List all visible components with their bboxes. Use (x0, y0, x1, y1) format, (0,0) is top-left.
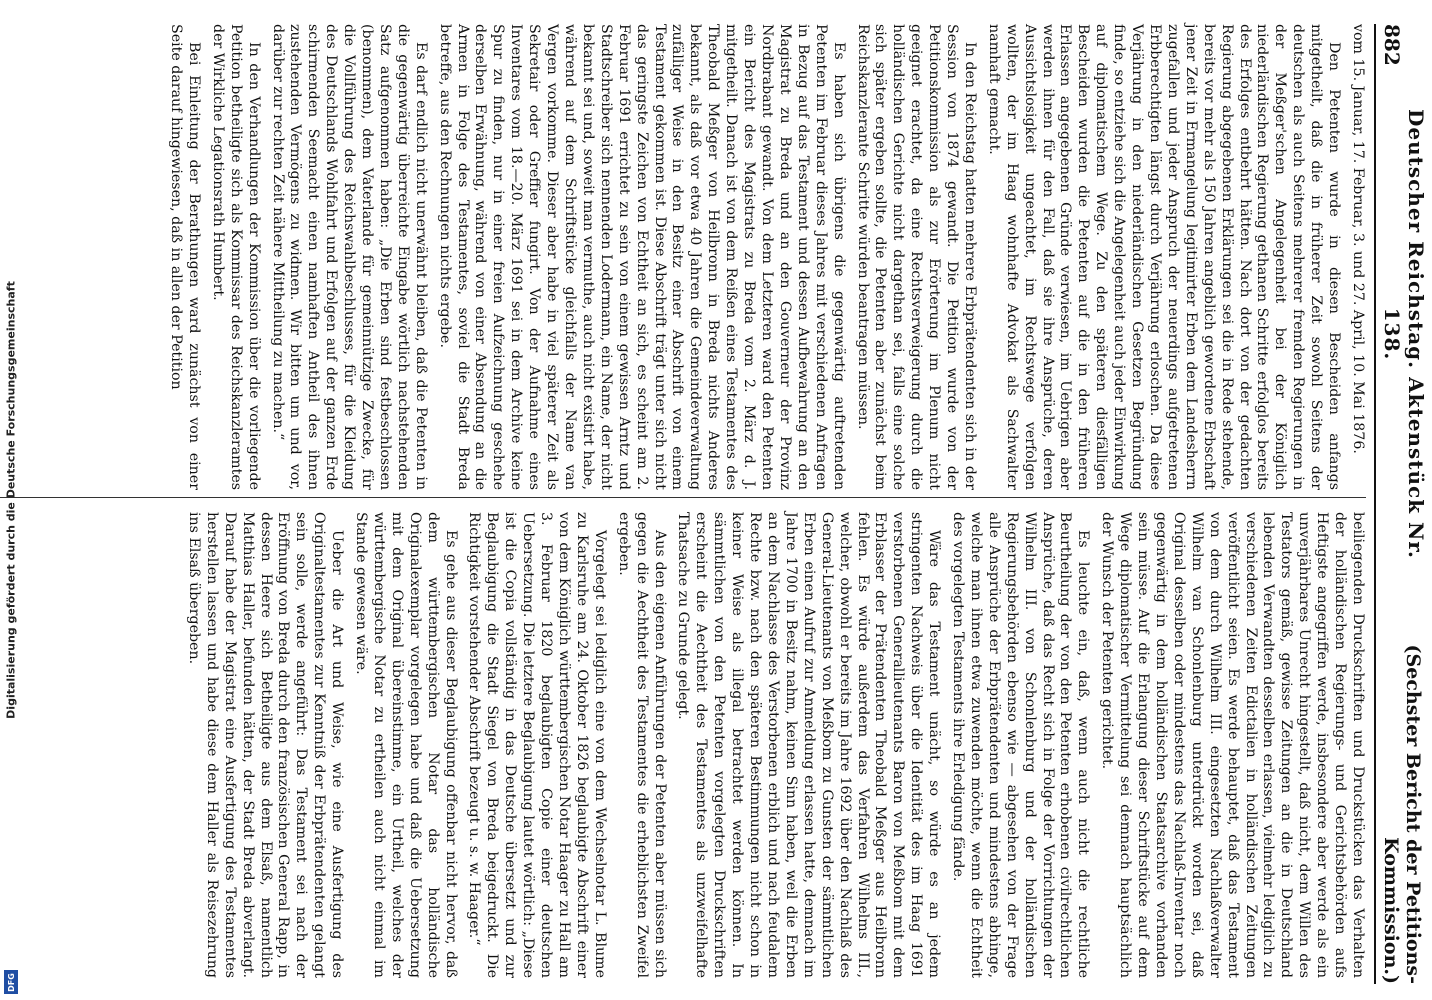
page-number: 882 (1380, 24, 1404, 66)
paragraph: Aus den eigenen Anführungen der Petenten aber müssen sich gegen die Aechtheit des Testamentes die erheblichsten Zweifel ergeben. (615, 512, 668, 978)
paragraph: Den Petenten wurde in diesen Bescheiden anfangs mitgetheilt, daß die in früherer Zeit sowohl Seitens der deutschen als auch Seitens mehrerer fremden Regierungen in der Meßger'schen Angelegenheit bei der Königlich niederländischen Regierung gethanen Schritte erfolglos bereits des Erfolges entbehrt hätten. Nach dort von der gedachten Regierung abgegebenen Erklärungen sei die in Rede stehende, bereits vor mehr als 150 Jahren angeblich gewordene Erbschaft jener Zeit in Ermangelung legitimirter Erben dem Landesherrn zugefallen und jeder Anspruch der neuerdings aufgetretenen Erbberechtigten längst durch Verjährung erloschen. Da diese Verjährung in den niederländischen Gesetzen Begründung finde, so entziehe sich die Angelegenheit auch jeder Einwirkung auf diplomatischem Wege. Zu den späteren diesfälligen Bescheiden wurden die Petenten auf die in den früheren Erlassen angegebenen Gründe verwiesen, im Uebrigen aber werden ihnen für den Fall, daß sie ihre Ansprüche, deren Aussichtslosigkeit ungeachtet, im Rechtswege verfolgen wollten, der im Haag wohnhafte Advokat als Sachwalter namhaft gemacht. (985, 24, 1343, 490)
paragraph: Es gehe aus dieser Beglaubigung offenbar nicht hervor, daß dem württembergischen Notar das holländische Originalexemplar vorgelegen habe und daß die Uebersetzung mit dem Original übereinstimme, ein Urtheil, welches der württembergische Notar zu ertheilen auch nicht einmal im Stande gewesen wäre. (353, 512, 459, 978)
paragraph: Es darf endlich nicht unerwähnt bleiben, daß die Petenten in die gegenwärtig überreichte Eingabe wörtlich nachstehenden Satz aufgenommen haben: „Die Erben sind festbeschlossen (benommen), dem Vaterlande für gemeinnützige Zwecke, für die Vollführung des Reichswahlbeschlusses, für die Kleidung des Deutschlands Wohlfahrt und Erfolgen auf der ganzen Erde schirmenden Seemacht einen namhaften Antheil des ihnen zustehenden Vermögens zu widmen. Wir bitten um und vor, darüber zur rechten Zeit nähere Mittheilung zu machen.“ (269, 24, 429, 490)
paragraph: Es leuchte ein, daß, wenn auch nicht die rechtliche Beurtheilung der von den Petenten erhobenen civilrechtlichen Ansprüche, daß das Recht sich in Folge der Vorrichtungen der Wilhelm III. von Schonlenburg und der holländischen Regierungsbehörden ebenso wie — abgesehen von der Frage alle Ansprüche der Erbprätendenten und mindestens abhinge, welche man ihnen etwa zuwenden möchte, wenn die Echtheit des vorgelegten Testaments ihre Erledigung fände. (950, 512, 1092, 978)
dfg-logo-icon (4, 970, 18, 994)
column-divider (0, 497, 1366, 498)
paragraph: beiliegenden Druckschriften und Druckstücken das Verhalten der holländischen Regierungs- und Gerichtsbehörden aufs Heftigste angegriffen werde, insbesondere aber werde als ein unverjährbares Unrecht hingestellt, daß nicht, dem Willen des Testators gemäß, gewisse Zeitungen an die in Deutschland lebenden Verwandten desselben erlassen, vielmehr lediglich zu verschiedenen Zeiten Edictalien in holländischen Zeitungen veröffentlicht seien. Es werde behauptet, daß das Testament von dem durch Wilhelm III. eingesetzten Nachlaßverwalter Wilhelm van Schonlenburg unterdrückt worden sei, daß Original desselben oder mindestens das Nachlaß-Inventar noch gegenwärtig in dem holländischen Staatsarchive vorhanden sein müsse. Auf die Erlangung dieser Schriftstücke auf dem Wege diplomatischer Vermittelung sei demnach hauptsächlich der Wunsch der Petenten gerichtet. (1099, 512, 1366, 978)
page-header (1374, 24, 1428, 984)
paragraph: In den Verhandlungen der Kommission über die vorliegende Petition betheiligte sich als Kommissar des Reichskanzleramtes der Wirkliche Legationsrath Humbert. (209, 24, 262, 490)
paragraph: Es haben sich übrigens die gegenwärtig auftretenden Petenten im Februar dieses Jahres mit verschiedenen Anfragen in Bezug auf das Testament und dessen Aufbewahrung an den Magistrat zu Breda und an den Gouverneur der Provinz Nordbrabant gewandt. Von dem Letzteren ward den Petenten ein Bericht des Magistrats zu Breda vom 2. März d. J. mitgetheilt. Danach ist von dem Reißen eines Testamentes des Theobald Meßger von Heilbronn in Breda nichts Anderes bekannt, als daß vor etwa 40 Jahren die Gemeindeverwaltung zufälliger Weise in den Besitz einer Abschrift von einem Testament gekommen ist. Diese Abschrift trägt unter sich nicht das geringste Zeichen von Echtheit an sich, es scheint am 2. Februar 1691 errichtet zu sein von einem gewissen Arntz und Stadtschreiber sich nennenden Lodermann, ein Name, der nicht bekannt sei und, soweit man vermuthe, auch nicht existirt habe, während auf dem Schriftstücke gleichfalls der Name van Vergen vorkomme. Dieser aber habe in viel späterer Zeit als Sekretair oder Greffier fungirt. Von der Aufnahme eines Inventares vom 18.—20. März 1691 sei in dem Archive keine Spur zu finden, nur in einer freien Aufzeichnung geschehe derselben Erwähnung, während von einer Absendung an die Armen in Folge des Testamentes, soviel die Stadt Breda betreffe, aus den Rechnungen nichts ergebe. (436, 24, 847, 490)
running-title: Deutscher Reichstag. Aktenstück Nr. 138. (1380, 109, 1428, 559)
paragraph: In den Reichstag hatten mehrere Erbprätendenten sich in der Session von 1874 gewandt. Die Petition wurde von der Petitionskommission als zur Erörterung im Plenum nicht geeignet erachtet, da eine Rechtsverweigerung durch die holländischen Gerichte nicht dargethan sei, falls eine solche sich später ergeben sollte, die Petenten aber zunächst beim Reichskanzlerante Schritte würden beantragen müssen. (854, 24, 978, 490)
logo-text: DFG (6, 972, 16, 992)
section-title: (Sechster Bericht der Petitions-Kommission.) (1380, 644, 1424, 984)
paragraph: Bei Einleitung der Berathungen ward zunächst von einer Seite darauf hingewiesen, daß in allen der Petition (168, 24, 202, 490)
credit-text: Digitalisierung gefördert durch die Deutsche Forschungsgemeinschaft (4, 281, 18, 719)
paragraph: vom 15. Januar, 17. Februar, 3. und 27. April, 10. Mai 1876. (1350, 24, 1366, 454)
paragraph: Wäre das Testament unächt, so würde es an jedem stringenten Nachweis über die Identität des im Haag 1691 verstorbenen Generallieutenants Baron von Meßbom mit dem Erblasser der Prätendenten Theobald Meßger aus Heilbronn fehlen. Es würde außerdem das Verfahren Wilhelms III., welcher, obwohl er bereits im Jahre 1692 über den Nachlaß des General-Lieutenants von Meßbom zu Gunsten der sämmtlichen Erben einen Aufruf zur Anmeldung erlassen hatte, demnach im Jahre 1700 in Besitz nahm, keinen Sinn haben, weil die Erben an dem Nachlasse des Verstorbenen erblich und nach feudalem Rechte bzw. nach den späteren Bestimmungen nicht schon in keiner Weise als illegal betrachtet werden können. In sämmtlichen von den Petenten vorgelegten Druckschriften erscheint die Aechtheit des Testamentes als unzweifelhafte Thatsache zu Grunde gelegt. (675, 512, 943, 978)
text-column-right (0, 512, 1366, 978)
text-column-left (0, 24, 1366, 490)
paragraph: Ueber die Art und Weise, wie eine Ausfertigung des Originaltestamentes zur Kenntniß der Erbprätendenten gelangt sein solle, werde angeführt: Das Testament sei nach der Eröffnung von Breda durch den französischen General Rapp, in dessen Heere sich Betheiligte aus dem Elsaß, namentlich Matthias Haller, befunden hätten, der Stadt Breda abverlangt. Darauf habe der Magistrat eine Ausfertigung des Testamentes herstellen lassen und habe diese dem Haller als Reisezehrung ins Elsaß übergeben. (185, 512, 346, 978)
digitization-credit (2, 0, 20, 1000)
paragraph: Vorgelegt sei lediglich eine von dem Wechselnotar L. Blume zu Karlsruhe am 24. Oktober 1826 beglaubigte Abschrift einer von dem Königlich württembergischen Notar Haager zu Hall am 3. Februar 1820 beglaubigten Copie einer deutschen Uebersetzung. Die letztere Beglaubigung lautet wörtlich: „Diese ist die Copia vollständig in das Deutsche übersetzt und zur Beglaubigung die Stadt Siegel von Breda beigedruckt. Die Richtigkeit vorstehender Abschrift bezeugt u. s. w. Haager.“ (466, 512, 608, 978)
